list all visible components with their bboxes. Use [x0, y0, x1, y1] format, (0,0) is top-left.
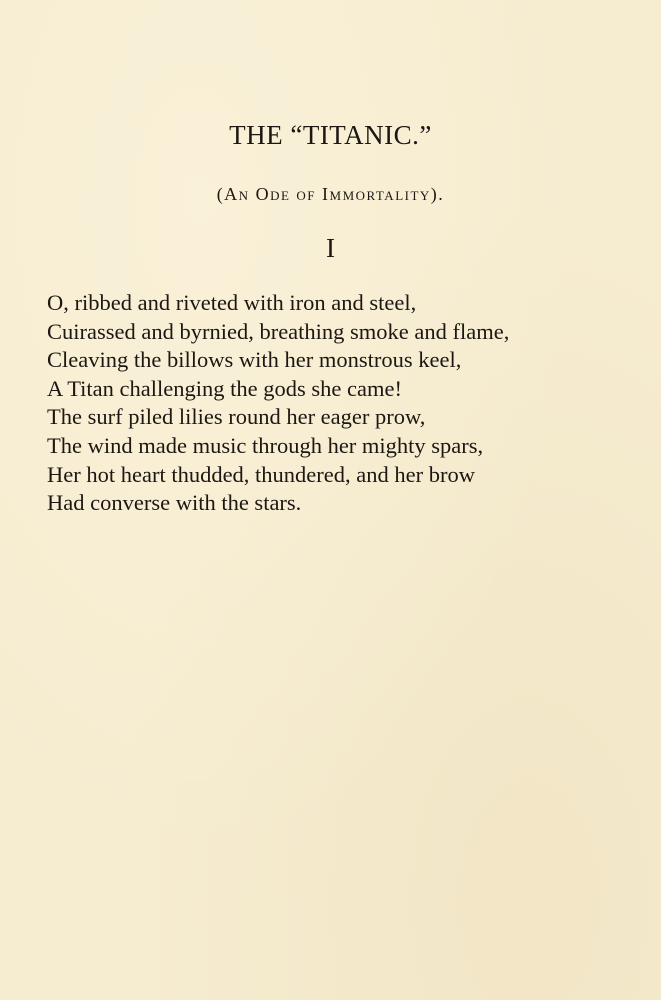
poem-line: A Titan challenging the gods she came! [47, 375, 402, 401]
poem-line: The surf piled lilies round her eager prow, [47, 404, 426, 430]
poem-line: Cleaving the billows with her monstrous keel, [47, 347, 462, 373]
section-number: I [326, 233, 335, 263]
poem-line: Had converse with the stars. [47, 490, 302, 516]
poem-subtitle: (An Ode of Immortality). [216, 184, 445, 204]
poem-line: O, ribbed and riveted with iron and steel, [47, 290, 417, 315]
poem-line: The wind made music through her mighty spars, [47, 432, 484, 458]
poem-title: THE “TITANIC.” [229, 120, 432, 150]
poem-line: Cuirassed and byrnied, breathing smoke and flame, [47, 318, 510, 344]
stanza [47, 289, 647, 518]
poem-line: Her hot heart thudded, thundered, and her brow [47, 461, 475, 487]
